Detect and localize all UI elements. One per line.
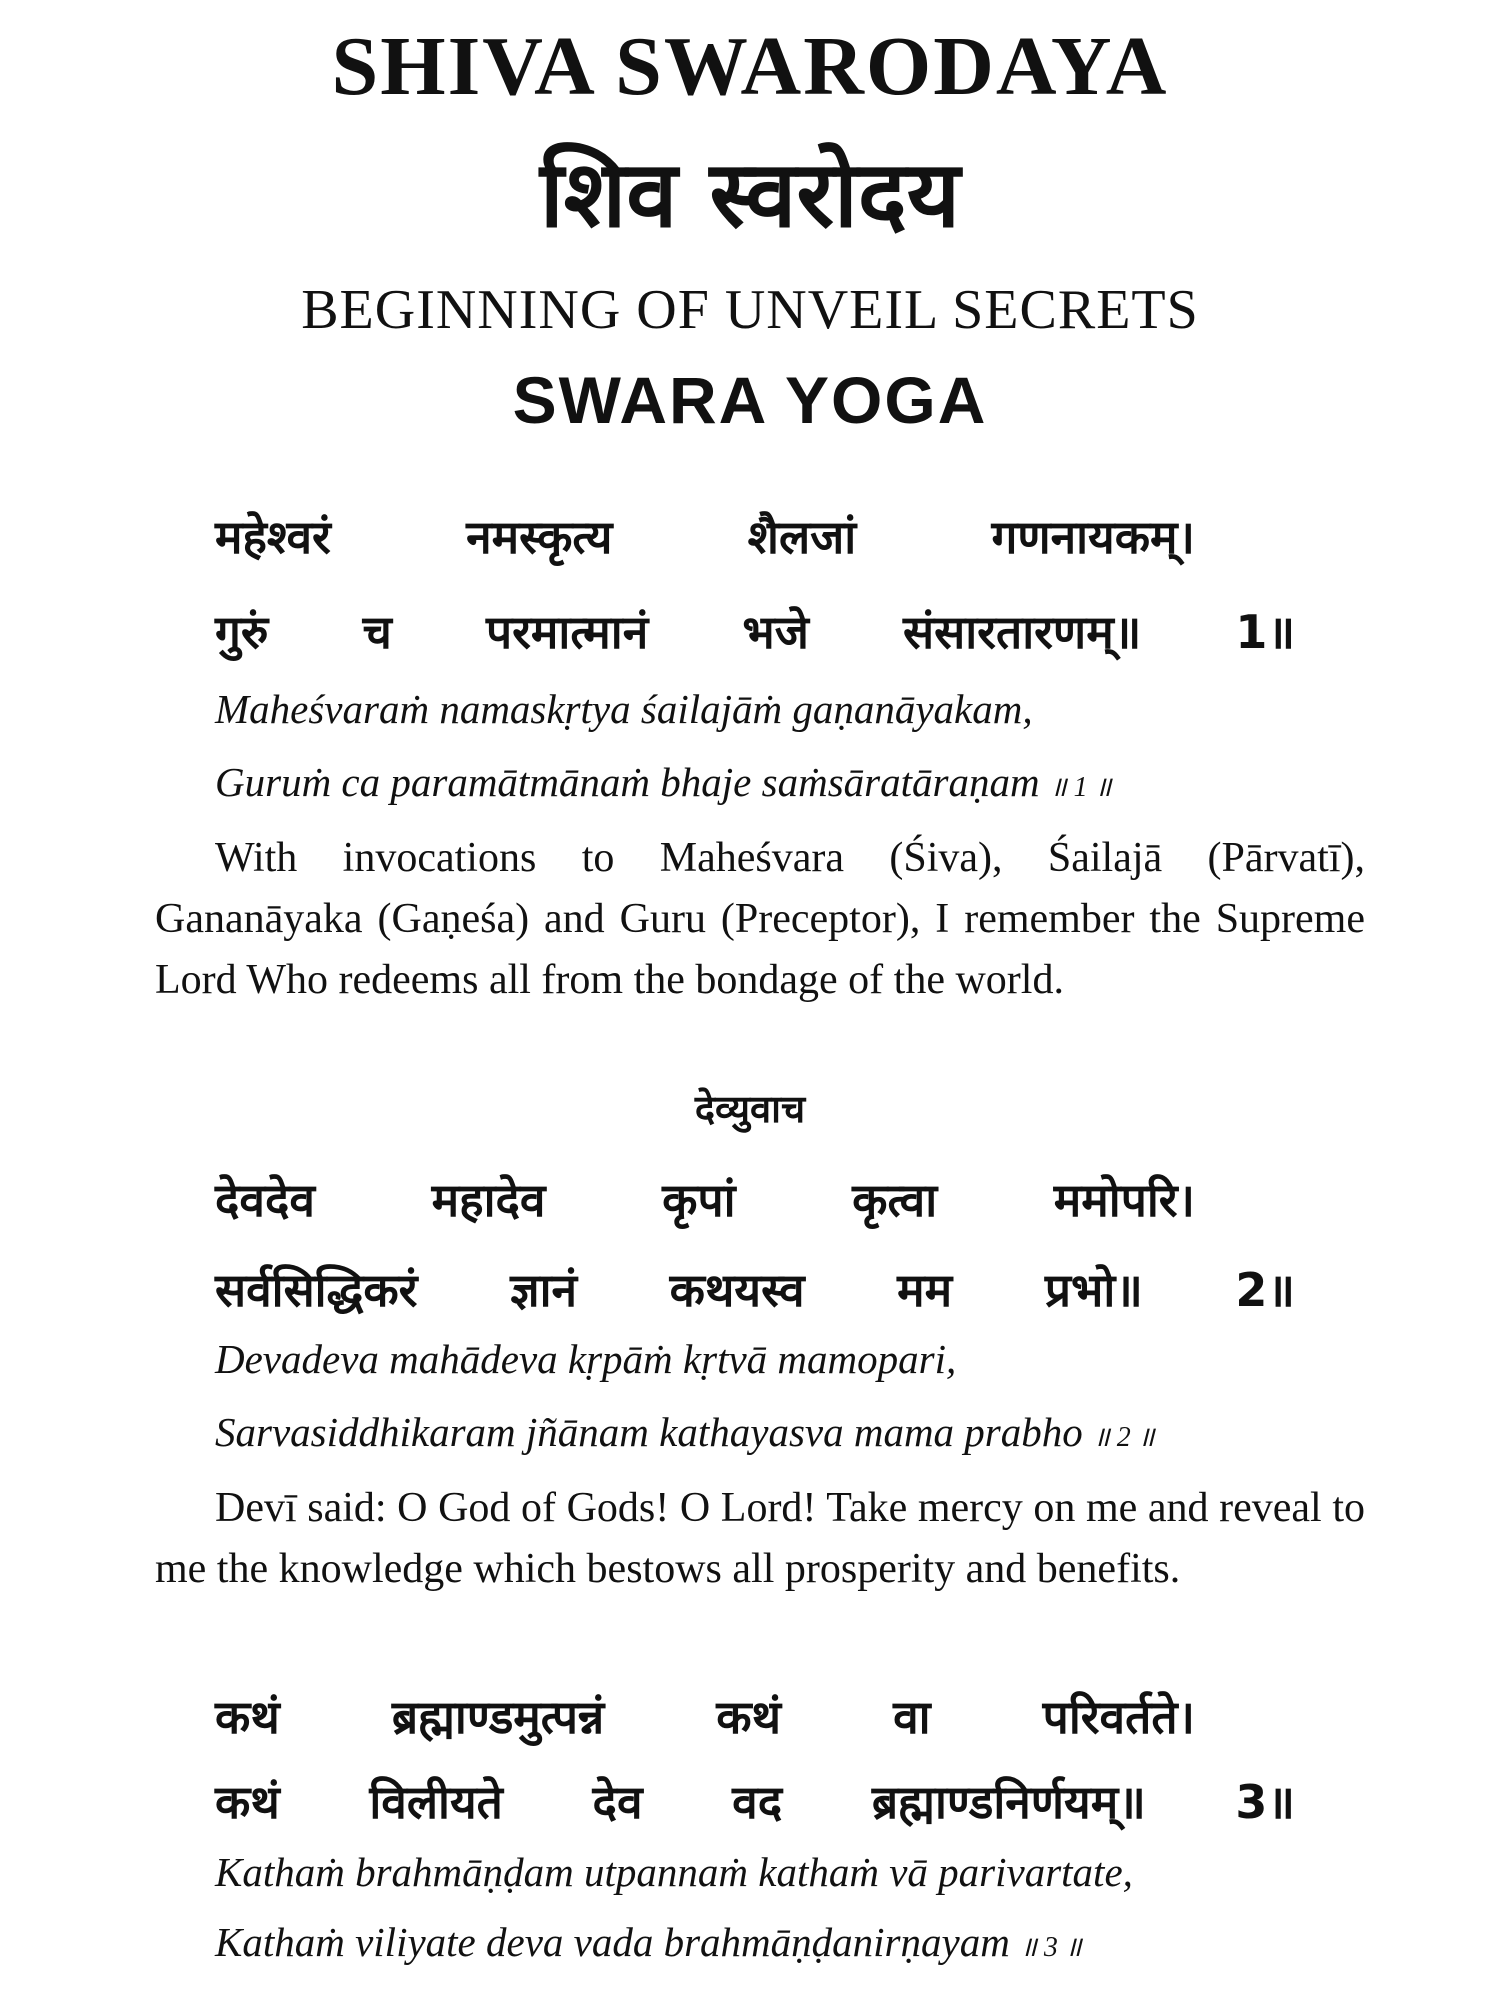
verse-3-transliteration-line-2 <box>215 1918 1082 1966</box>
page-title-devanagari: शिव स्वरोदय <box>539 141 961 248</box>
verse-2-transliteration-line-1: Devadeva mahādeva kṛpāṁ kṛtvā mamopari, <box>215 1336 957 1382</box>
verse-2-sanskrit-line-1: देवदेव महादेव कृपां कृत्वा ममोपरि। <box>215 1173 1195 1227</box>
verse-1-transliteration-line-2 <box>215 758 1111 806</box>
verse-1-number: ॥ 1 ॥ <box>1049 772 1112 803</box>
verse-2-sanskrit-line-2: सर्वसिद्धिकरं ज्ञानं कथयस्व मम प्रभो॥ 2॥ <box>215 1263 1295 1317</box>
section-heading: SWARA YOGA <box>512 363 988 437</box>
verse-2-transliteration-line-2 <box>215 1408 1155 1456</box>
verse-1-sanskrit-line-1: महेश्वरं नमस्कृत्य शैलजां गणनायकम्। <box>215 510 1195 564</box>
verse-3-sanskrit-line-2: कथं विलीयते देव वद ब्रह्माण्डनिर्णयम्॥ 3॥ <box>215 1775 1295 1829</box>
verse-1-transliteration-line-1: Maheśvaraṁ namaskṛtya śailajāṁ gaṇanāyakam, <box>215 686 1033 732</box>
page-title: SHIVA SWARODAYA <box>331 20 1169 113</box>
verse-2-translation: Devī said: O God of Gods! O Lord! Take mercy on me and reveal to me the knowledge which bestows all prosperity and benefits. <box>155 1485 1365 1592</box>
verse-2-transliteration-text: Sarvasiddhikaram jñānam kathayasva mama prabho <box>215 1409 1083 1455</box>
verse-3-sanskrit-line-1: कथं ब्रह्माण्डमुत्पन्नं कथं वा परिवर्तते। <box>215 1690 1195 1744</box>
verse-1-transliteration-text: Guruṁ ca paramātmānaṁ bhaje saṁsāratāraṇam <box>215 759 1040 805</box>
verse-3-transliteration-line-1: Kathaṁ brahmāṇḍam utpannaṁ kathaṁ vā parivartate, <box>215 1849 1133 1895</box>
verse-3-number: ॥ 3 ॥ <box>1020 1932 1082 1963</box>
verse-2-number: ॥ 2 ॥ <box>1093 1422 1155 1453</box>
verse-2-speaker: देव्युवाच <box>694 1087 806 1131</box>
verse-1-translation: With invocations to Maheśvara (Śiva), Śailajā (Pārvatī), Gananāyaka (Gaṇeśa) and Guru (Preceptor), I remember the Supreme Lord Who redeems all from the bondage of the world. <box>155 835 1365 1003</box>
verse-3-transliteration-text: Kathaṁ viliyate deva vada brahmāṇḍanirṇayam <box>215 1919 1010 1965</box>
verse-1-sanskrit-line-2: गुरुं च परमात्मानं भजे संसारतारणम्॥ 1॥ <box>215 605 1295 659</box>
page-subtitle: BEGINNING OF UNVEIL SECRETS <box>301 279 1199 341</box>
